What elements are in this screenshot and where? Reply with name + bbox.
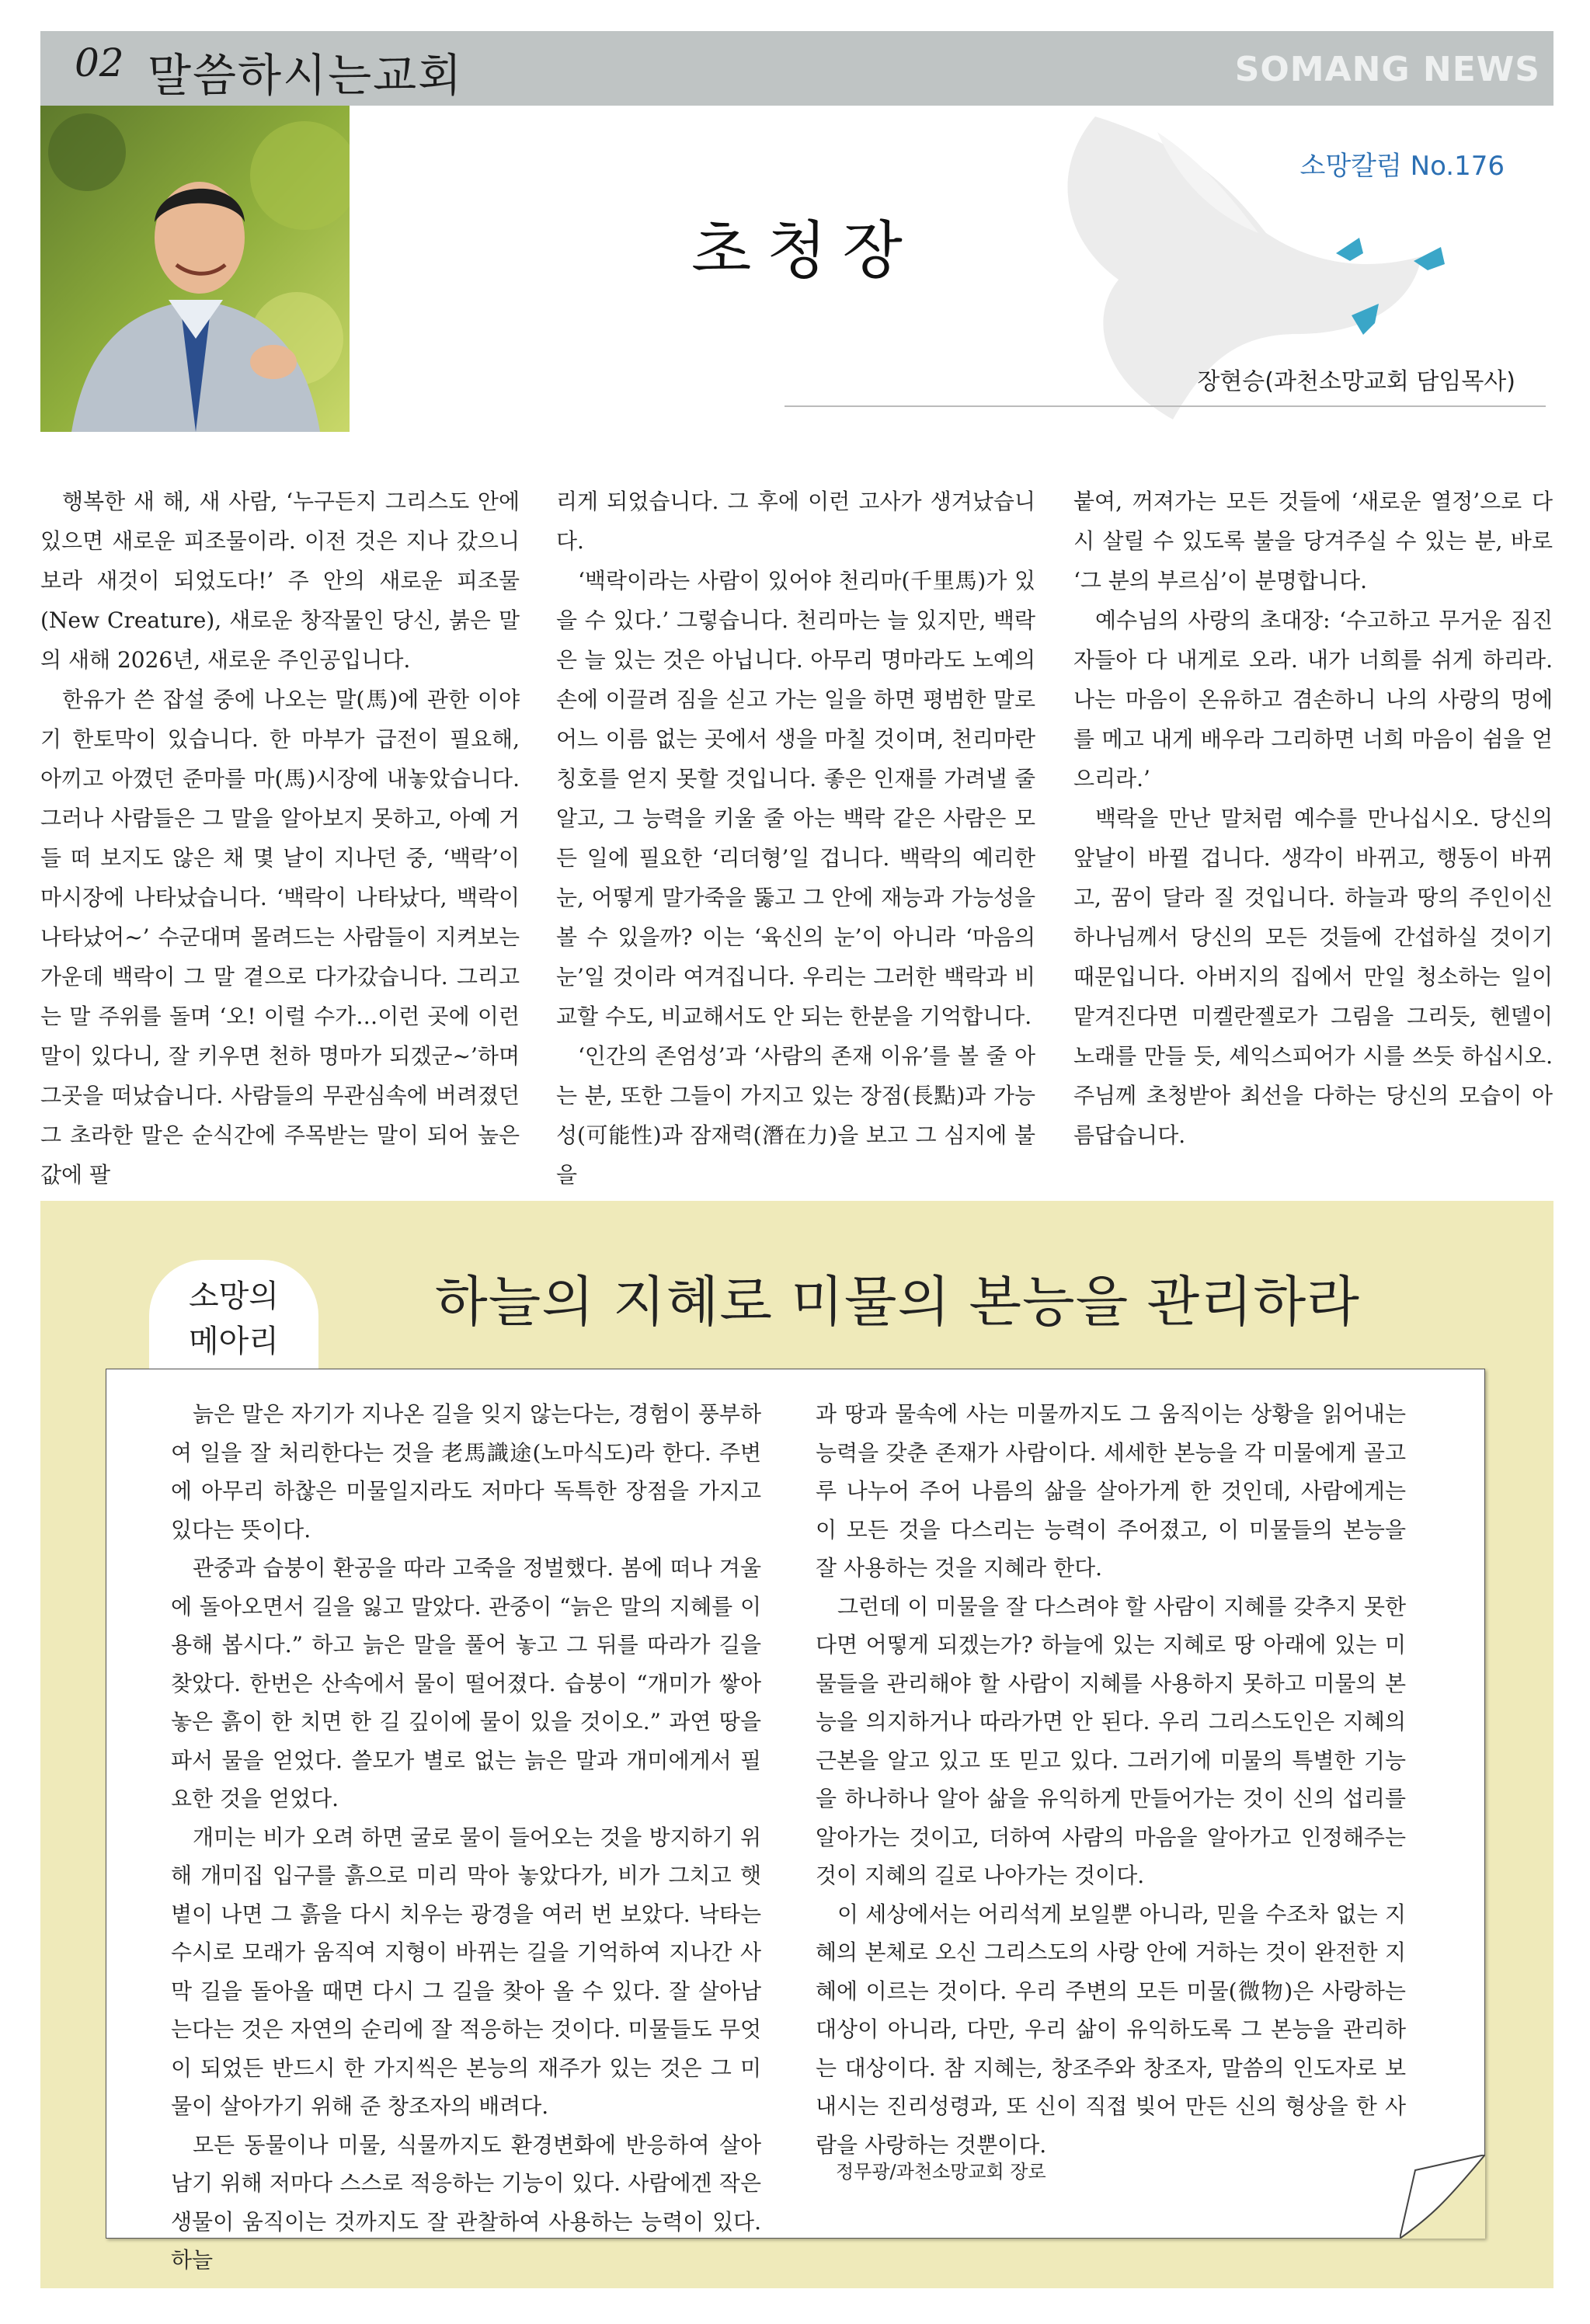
- paragraph: ‘인간의 존엄성’과 ‘사람의 존재 이유’를 볼 줄 아는 분, 또한 그들이 가지고 있는 장점(長點)과 가능성(可能性)과 잠재력(潛在力)을 보고 그 심지에 불을: [556, 1043, 1035, 1188]
- meari-text-2: [816, 1395, 1406, 2164]
- paragraph: 예수님의 사랑의 초대장: ‘수고하고 무거운 짐진 자들아 다 내게로 오라. 내가 너희를 쉬게 하리라. 나는 마음이 온유하고 겸손하니 나의 사랑의 멍에를 메고 내게 배우라 그리하면 너희 마음이 쉼을 얻으리라.’: [1073, 607, 1553, 791]
- paragraph: 늙은 말은 자기가 지나온 길을 잊지 않는다는, 경험이 풍부하여 일을 잘 처리한다는 것을 老馬識途(노마식도)라 한다. 주변에 아무리 하찮은 미물일지라도 저마다 독특한 장점을 가지고 있다는 뜻이다.: [171, 1401, 761, 1543]
- column-text-3: [1073, 482, 1553, 1155]
- column-author: 장현승(과천소망교회 담임목사): [1197, 368, 1515, 395]
- brand-logo: SOMANG NEWS: [1234, 50, 1540, 89]
- paragraph: 모든 동물이나 미물, 식물까지도 환경변화에 반응하여 살아남기 위해 저마다 스스로 적응하는 기능이 있다. 사람에겐 작은 생물이 움직이는 것까지도 잘 관찰하여 사용하는 능력이 있다. 하늘: [171, 2131, 761, 2273]
- meari-signature: 정무광/과천소망교회 장로: [836, 2161, 1046, 2183]
- pastor-photo: [40, 106, 350, 432]
- paragraph: ‘백락이라는 사람이 있어야 천리마(千里馬)가 있을 수 있다.’ 그렇습니다. 천리마는 늘 있지만, 백락은 늘 있는 것은 아닙니다. 아무리 명마라도 노예의 손에 이끌려 짐을 싣고 가는 일을 하면 평범한 말로 어느 이름 없는 곳에서 생을 마칠 것이며, 천리마란 칭호를 얻지 못할 것입니다. 좋은 인재를 가려낼 줄 알고, 그 능력을 키울 줄 아는 백락 같은 사람은 모든 일에 필요한 ‘리더형’일 겁니다. 백락의 예리한 눈, 어떻게 말가죽을 뚫고 그 안에 재능과 가능성을 볼 수 있을까? 이는 ‘육신의 눈’이 아니라 ‘마음의 눈’일 것이라 여겨집니다. 우리는 그러한 백락과 비교할 수도, 비교해서도 안 되는 한분을 기억합니다.: [556, 568, 1035, 1029]
- paragraph: 백락을 만난 말처럼 예수를 만나십시오. 당신의 앞날이 바뀔 겁니다. 생각이 바뀌고, 행동이 바뀌고, 꿈이 달라 질 것입니다. 하늘과 땅의 주인이신 하나님께서 당신의 모든 것들에 간섭하실 것이기 때문입니다. 아버지의 집에서 만일 청소하는 일이 맡겨진다면 미켈란젤로가 그림을 그리듯, 헨델이 노래를 만들 듯, 셰익스피어가 시를 쓰듯 하십시오. 주님께 초청받아 최선을 다하는 당신의 모습이 아름답습니다.: [1073, 805, 1553, 1148]
- paragraph: 관중과 습붕이 환공을 따라 고죽을 정벌했다. 봄에 떠나 겨울에 돌아오면서 길을 잃고 말았다. 관중이 “늙은 말의 지혜를 이용해 봅시다.” 하고 늙은 말을 풀어 놓고 그 뒤를 따라가 길을 찾았다. 한번은 산속에서 물이 떨어졌다. 습붕이 “개미가 쌓아 놓은 흙이 한 치면 한 길 깊이에 물이 있을 것이오.” 과연 땅을 파서 물을 얻었다. 쓸모가 별로 없는 늙은 말과 개미에게서 필요한 것을 얻었다.: [171, 1555, 761, 1811]
- meari-title: 하늘의 지혜로 미물의 본능을 관리하라: [435, 1270, 1360, 1334]
- badge-line: 메아리: [189, 1324, 279, 1359]
- paragraph: 리게 되었습니다. 그 후에 이런 고사가 생겨났습니다.: [556, 489, 1035, 554]
- paragraph: 한유가 쓴 잡설 중에 나오는 말(馬)에 관한 이야기 한토막이 있습니다. 한 마부가 급전이 필요해, 아끼고 아꼈던 준마를 마(馬)시장에 내놓았습니다. 그러나 사람들은 그 말을 알아보지 못하고, 아예 거들 떠 보지도 않은 채 몇 날이 지나던 중, ‘백락’이 마시장에 나타났습니다. ‘백락이 나타났다, 백락이 나타났어~’ 수군대며 몰려드는 사람들이 지켜보는 가운데 백락이 그 말 곁으로 다가갔습니다. 그리고는 말 주위를 돌며 ‘오! 이럴 수가…이런 곳에 이런 말이 있다니, 잘 키우면 천하 명마가 되겠군~’하며 그곳을 떠났습니다. 사람들의 무관심속에 버려졌던 그 초라한 말은 순식간에 주목받는 말이 되어 높은 값에 팔: [40, 687, 520, 1188]
- badge-line: 소망의: [189, 1279, 279, 1314]
- paragraph: 그런데 이 미물을 잘 다스려야 할 사람이 지혜를 갖추지 못한다면 어떻게 되겠는가? 하늘에 있는 지혜로 땅 아래에 있는 미물들을 관리해야 할 사람이 지혜를 사용하지 못하고 미물의 본능을 의지하거나 따라가면 안 된다. 우리 그리스도인은 지혜의 근본을 알고 있고 또 믿고 있다. 그러기에 미물의 특별한 기능을 하나하나 알아 삶을 유익하게 만들어가는 것이 신의 섭리를 알아가는 것이고, 더하여 사람의 마음을 알아가고 인정해주는 것이 지혜의 길로 나아가는 것이다.: [816, 1593, 1406, 1888]
- column-text-2: [556, 482, 1035, 1195]
- birds-icon: [1328, 230, 1476, 346]
- meari-badge: [148, 1258, 320, 1376]
- divider: [785, 405, 1546, 407]
- paragraph: 개미는 비가 오려 하면 굴로 물이 들어오는 것을 방지하기 위해 개미집 입구를 흙으로 미리 막아 놓았다가, 비가 그치고 햇볕이 나면 그 흙을 다시 치우는 광경을 여러 번 보았다. 낙타는 수시로 모래가 움직여 지형이 바뀌는 길을 기억하여 지나간 사막 길을 돌아올 때면 다시 그 길을 찾아 올 수 있다. 잘 살아남는다는 것은 자연의 순리에 잘 적응하는 것이다. 미물들도 무엇이 되었든 반드시 한 가지씩은 본능의 재주가 있는 것은 그 미물이 살아가기 위해 준 창조자의 배려다.: [171, 1824, 761, 2119]
- column-number: 소망칼럼 No.176: [1299, 151, 1505, 182]
- column-title: 초청장: [691, 214, 918, 287]
- meari-text-1: [171, 1395, 761, 2280]
- paragraph: 이 세상에서는 어리석게 보일뿐 아니라, 믿을 수조차 없는 지혜의 본체로 오신 그리스도의 사랑 안에 거하는 것이 완전한 지혜에 이르는 것이다. 우리 주변의 모든 미물(微物)은 사랑하는 대상이 아니라, 다만, 우리 삶이 유익하도록 그 본능을 관리하는 대상이다. 참 지혜는, 창조주와 창조자, 말씀의 인도자로 보내시는 진리성령과, 또 신이 직접 빚어 만든 신의 형상을 한 사람을 사랑하는 것뿐이다.: [816, 1901, 1406, 2158]
- paragraph: 행복한 새 해, 새 사람, ‘누구든지 그리스도 안에 있으면 새로운 피조물이라. 이전 것은 지나 갔으니 보라 새것이 되었도다!’ 주 안의 새로운 피조물(New Creature), 새로운 창작물인 당신, 붉은 말의 새해 2026년, 새로운 주인공입니다.: [40, 489, 520, 673]
- page-number: 02: [75, 40, 124, 85]
- page-curl-icon: [1400, 2155, 1485, 2239]
- column-text-1: [40, 482, 520, 1195]
- section-title: 말씀하시는교회: [148, 49, 464, 102]
- paragraph: 과 땅과 물속에 사는 미물까지도 그 움직이는 상황을 읽어내는 능력을 갖춘 존재가 사람이다. 세세한 본능을 각 미물에게 골고루 나누어 주어 나름의 삶을 살아가게 한 것인데, 사람에게는 이 모든 것을 다스리는 능력이 주어졌고, 이 미물들의 본능을 잘 사용하는 것을 지혜라 한다.: [816, 1401, 1406, 1581]
- paragraph: 붙여, 꺼져가는 모든 것들에 ‘새로운 열정’으로 다시 살릴 수 있도록 불을 당겨주실 수 있는 분, 바로 ‘그 분의 부르심’이 분명합니다.: [1073, 489, 1553, 593]
